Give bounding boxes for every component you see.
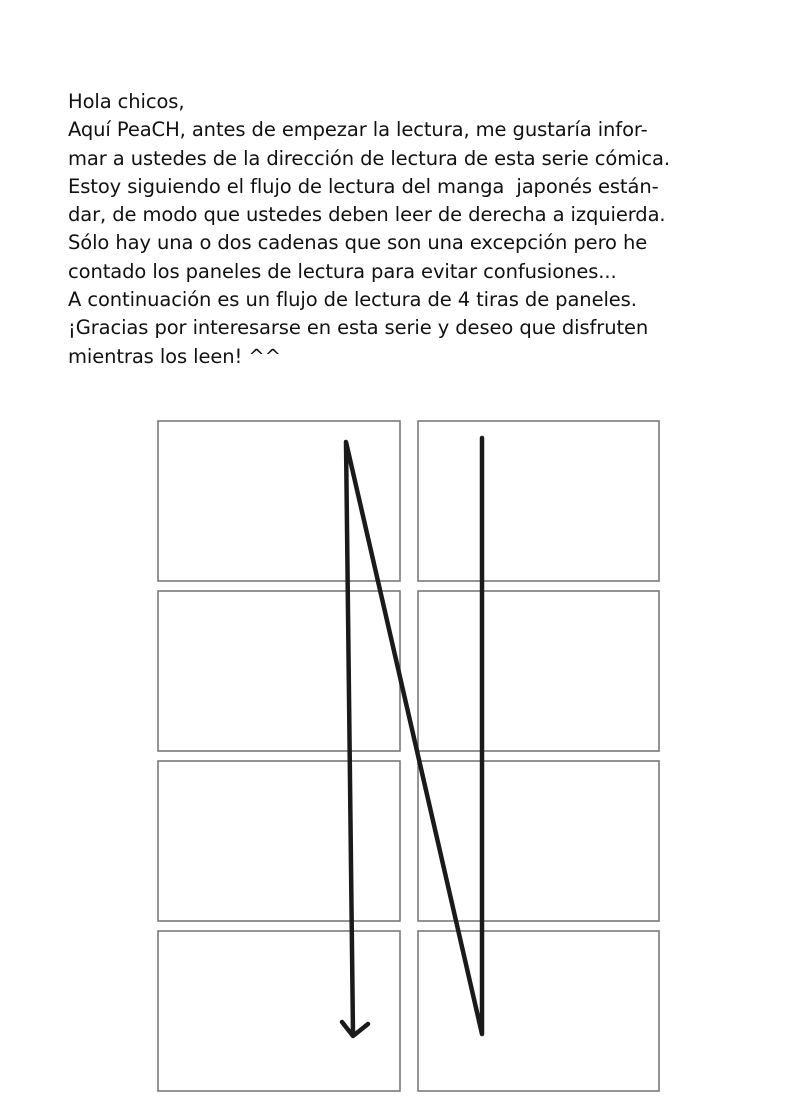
panel-left-3 [158, 761, 400, 921]
note-line-2: Aquí PeaCH, antes de empezar la lectura, me gustaría infor- [68, 118, 648, 142]
note-line-10: mientras los leen! ^^ [68, 344, 281, 368]
note-line-9: ¡Gracias por interesarse en esta serie y deseo que disfruten [68, 316, 649, 340]
panel-left-2 [158, 591, 400, 751]
panel-left-4 [158, 931, 400, 1091]
panel-left-1 [158, 421, 400, 581]
note-line-6: Sólo hay una o dos cadenas que son una excepción pero he [68, 231, 648, 255]
note-line-3: mar a ustedes de la dirección de lectura de esta serie cómica. [68, 146, 670, 170]
panel-right-4 [418, 931, 659, 1091]
note-line-7: contado los paneles de lectura para evitar confusiones... [68, 259, 617, 283]
note-line-8: A continuación es un flujo de lectura de 4 tiras de paneles. [68, 288, 637, 312]
note-line-1: Hola chicos, [68, 90, 185, 113]
note-line-4: Estoy siguiendo el flujo de lectura del manga japonés están- [68, 174, 659, 198]
panel-right-3 [418, 761, 659, 921]
panel-right-1 [418, 421, 659, 581]
panel-right-2 [418, 591, 659, 751]
note-line-5: dar, de modo que ustedes deben leer de derecha a izquierda. [68, 203, 666, 227]
